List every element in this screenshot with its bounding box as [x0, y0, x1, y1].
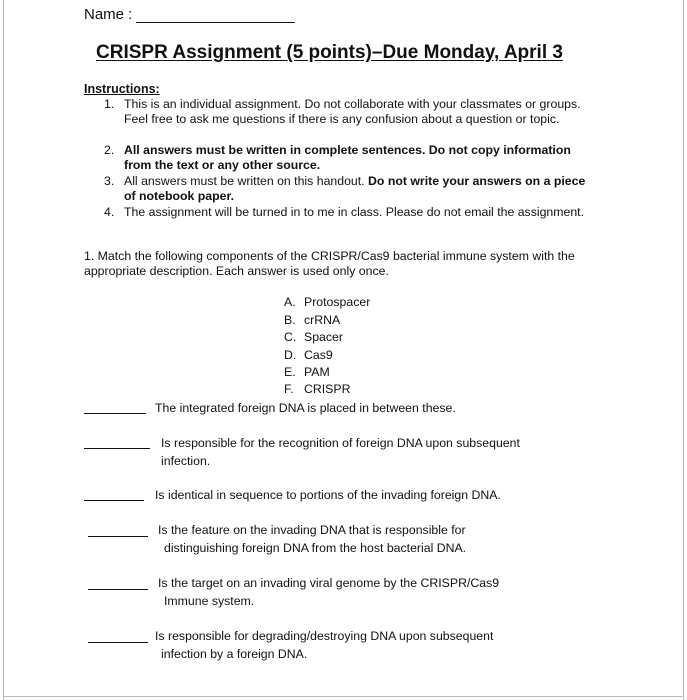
- option-f: F. CRISPR: [284, 382, 351, 396]
- answer-blank-1[interactable]: [84, 413, 146, 414]
- instruction-number: 1.: [104, 97, 115, 111]
- description-1: The integrated foreign DNA is placed in between these.: [155, 401, 456, 415]
- instruction-text: All answers must be written on this handout.: [124, 174, 369, 188]
- page-title: CRISPR Assignment (5 points)–Due Monday, April 3: [96, 42, 563, 63]
- answer-blank-2[interactable]: [84, 448, 150, 449]
- instructions-heading: Instructions:: [84, 82, 160, 96]
- option-d: D. Cas9: [284, 348, 333, 362]
- description-3: Is identical in sequence to portions of the invading foreign DNA.: [155, 488, 501, 502]
- name-label: Name :: [84, 6, 133, 23]
- answer-blank-6[interactable]: [88, 642, 148, 643]
- description-4: Is the feature on the invading DNA that is responsible for distinguishing foreign DNA from the host bacterial DNA.: [158, 523, 467, 555]
- page-border-bottom: [3, 696, 684, 697]
- answer-blank-3[interactable]: [84, 500, 144, 501]
- instruction-number: 4.: [104, 205, 115, 219]
- instruction-bold-text: All answers must be written in complete sentences. Do not copy information from the text or any other source.: [124, 143, 571, 172]
- option-e: E. PAM: [284, 365, 330, 379]
- answer-blank-5[interactable]: [88, 589, 148, 590]
- page-border-left: [3, 0, 4, 700]
- option-c: C. Spacer: [284, 330, 343, 344]
- instruction-text: The assignment will be turned in to me in class. Please do not email the assignment.: [124, 205, 585, 219]
- description-5: Is the target on an invading viral genome by the CRISPR/Cas9 Immune system.: [158, 576, 500, 608]
- instruction-bold-text: Do not write your answers on a piece of notebook paper.: [124, 174, 586, 203]
- instruction-number: 2.: [104, 143, 115, 157]
- instruction-number: 3.: [104, 174, 115, 188]
- description-2: Is responsible for the recognition of foreign DNA upon subsequent infection.: [161, 436, 520, 468]
- page-border-right: [683, 0, 684, 700]
- answer-blank-4[interactable]: [88, 536, 148, 537]
- description-6: Is responsible for degrading/destroying DNA upon subsequent infection by a foreign DNA.: [155, 629, 494, 661]
- instruction-text: This is an individual assignment. Do not collaborate with your classmates or groups. Feel free to ask me questions if there is any confusion about a question or topic.: [124, 97, 581, 126]
- question-1-prompt: 1. Match the following components of the CRISPR/Cas9 bacterial immune system with the appropriate description. Each answer is used only once.: [84, 249, 575, 278]
- option-a: A. Protospacer: [284, 295, 371, 309]
- option-b: B. crRNA: [284, 313, 341, 327]
- name-field-line[interactable]: [136, 22, 295, 23]
